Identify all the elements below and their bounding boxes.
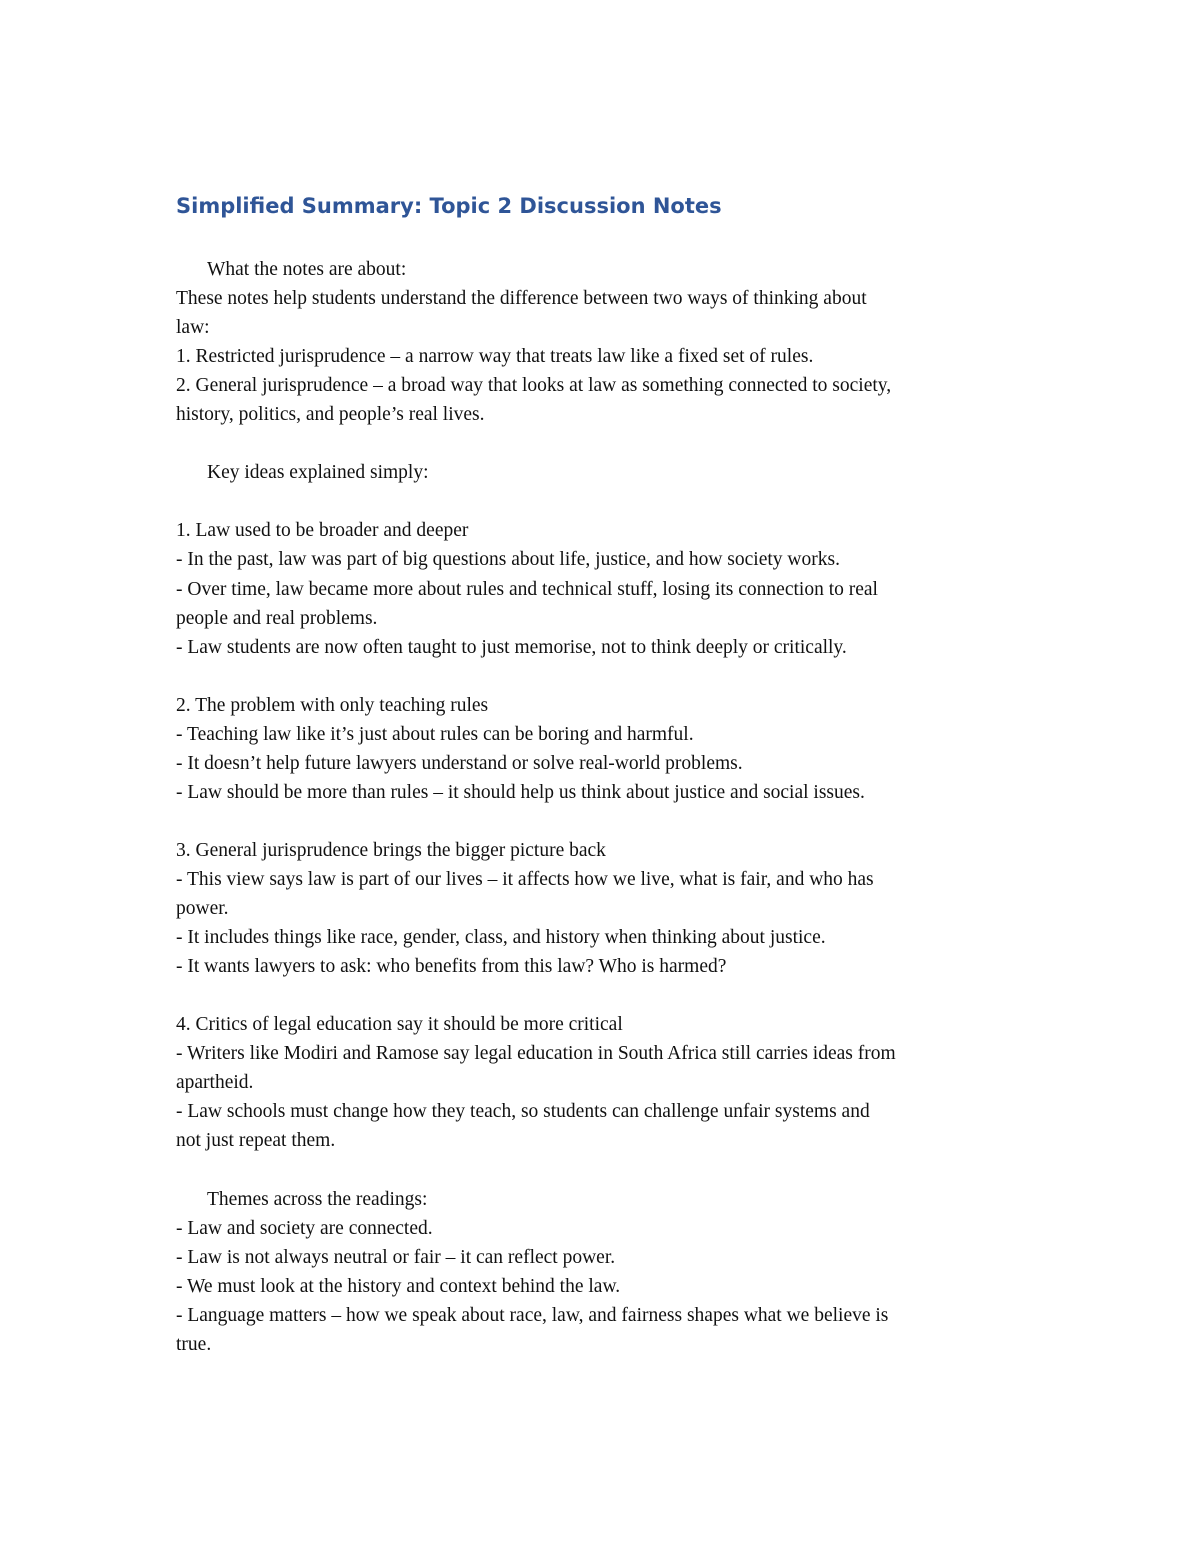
intro-heading: What the notes are about: (207, 259, 407, 280)
section-title: 3. General jurisprudence brings the bigger picture back (176, 839, 606, 861)
themes-heading: Themes across the readings: (207, 1188, 428, 1210)
section-line: - In the past, law was part of big questions about life, justice, and how society works. (176, 549, 840, 571)
section-line: apartheid. (176, 1072, 254, 1094)
intro-line: law: (176, 317, 210, 339)
section-line: - Teaching law like it’s just about rules can be boring and harmful. (176, 723, 694, 745)
section-line: - Law should be more than rules – it should help us think about justice and social issues. (176, 781, 865, 803)
document-title: Simplified Summary: Topic 2 Discussion Notes (176, 194, 722, 218)
section-title: 2. The problem with only teaching rules (176, 694, 489, 716)
section-line: - It wants lawyers to ask: who benefits from this law? Who is harmed? (176, 956, 727, 978)
section-title: 1. Law used to be broader and deeper (176, 520, 469, 542)
section-line: power. (176, 898, 229, 920)
section-line: people and real problems. (176, 607, 378, 629)
spacer (176, 487, 1056, 516)
spacer (176, 662, 1056, 691)
intro-line: These notes help students understand the difference between two ways of thinking about (176, 288, 867, 310)
intro-line: history, politics, and people’s real lives. (176, 404, 485, 426)
theme-line: - We must look at the history and context behind the law. (176, 1275, 621, 1297)
section-line: - Writers like Modiri and Ramose say legal education in South Africa still carries ideas from (176, 1043, 896, 1065)
section-title: 4. Critics of legal education say it should be more critical (176, 1014, 623, 1036)
section-line: - Law schools must change how they teach, so students can challenge unfair systems and (176, 1101, 870, 1123)
theme-line: - Law and society are connected. (176, 1217, 433, 1239)
section-line: - Over time, law became more about rules and technical stuff, losing its connection to real (176, 578, 878, 600)
section-line: - It includes things like race, gender, class, and history when thinking about justice. (176, 927, 826, 949)
document-body (176, 255, 1056, 1359)
spacer (176, 1155, 1056, 1184)
section-line: - Law students are now often taught to just memorise, not to think deeply or critically. (176, 636, 847, 658)
spacer (176, 429, 1056, 458)
key-ideas-heading: Key ideas explained simply: (207, 462, 429, 484)
section-line: - It doesn’t help future lawyers understand or solve real-world problems. (176, 752, 743, 774)
intro-line: 2. General jurisprudence – a broad way that looks at law as something connected to society, (176, 375, 892, 397)
theme-line: - Language matters – how we speak about race, law, and fairness shapes what we believe is (176, 1304, 889, 1326)
section-line: not just repeat them. (176, 1130, 336, 1152)
spacer (176, 807, 1056, 836)
spacer (176, 981, 1056, 1010)
theme-line: true. (176, 1333, 212, 1355)
intro-line: 1. Restricted jurisprudence – a narrow way that treats law like a fixed set of rules. (176, 346, 814, 368)
section-line: - This view says law is part of our lives – it affects how we live, what is fair, and who has (176, 868, 874, 890)
theme-line: - Law is not always neutral or fair – it can reflect power. (176, 1246, 616, 1268)
